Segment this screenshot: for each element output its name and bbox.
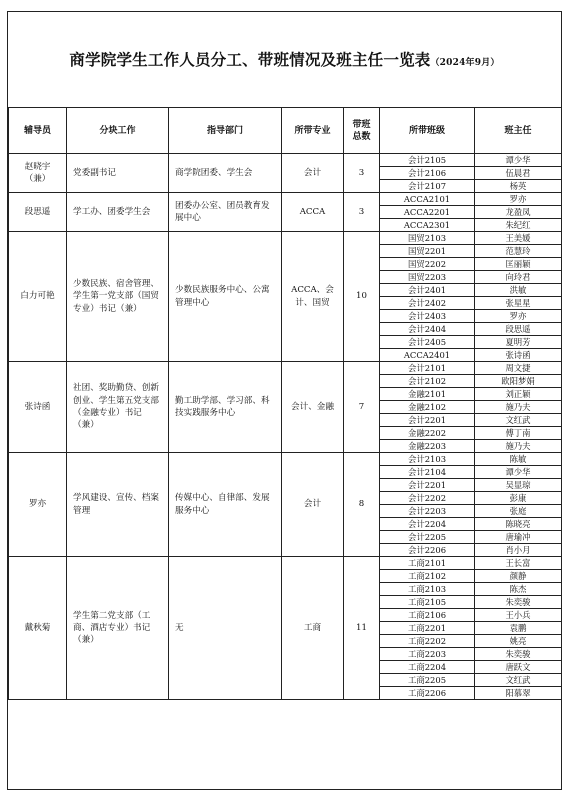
class-cell: 会计2107 xyxy=(380,180,475,193)
class-cell: 工商2203 xyxy=(380,648,475,661)
class-cell: 会计2402 xyxy=(380,297,475,310)
header-work: 分块工作 xyxy=(67,108,169,154)
teacher-cell: 王小兵 xyxy=(475,609,562,622)
class-cell: 会计2403 xyxy=(380,310,475,323)
total-cell: 11 xyxy=(344,557,380,700)
class-cell: 会计2104 xyxy=(380,466,475,479)
total-cell: 10 xyxy=(344,232,380,362)
department-cell: 商学院团委、学生会 xyxy=(169,154,282,193)
title-text: 商学院学生工作人员分工、带班情况及班主任一览表 xyxy=(69,50,431,69)
department-cell: 勤工助学部、学习部、科技实践服务中心 xyxy=(169,362,282,453)
teacher-cell: 杨英 xyxy=(475,180,562,193)
class-cell: 工商2106 xyxy=(380,609,475,622)
teacher-cell: 吴显琼 xyxy=(475,479,562,492)
class-cell: ACCA2301 xyxy=(380,219,475,232)
class-cell: 会计2102 xyxy=(380,375,475,388)
work-cell: 学生第二党支部（工商、酒店专业）书记（兼） xyxy=(67,557,169,700)
total-cell: 8 xyxy=(344,453,380,557)
teacher-cell: 朱奕骏 xyxy=(475,648,562,661)
counselor-cell: 赵晓宇 （兼） xyxy=(9,154,67,193)
teacher-cell: 姚亮 xyxy=(475,635,562,648)
class-cell: 国贸2203 xyxy=(380,271,475,284)
teacher-cell: 欧阳梦娟 xyxy=(475,375,562,388)
header-total: 带班 总数 xyxy=(344,108,380,154)
teacher-cell: 张星星 xyxy=(475,297,562,310)
work-cell: 学风建设、宣传、档案管理 xyxy=(67,453,169,557)
class-cell: 工商2103 xyxy=(380,583,475,596)
teacher-cell: 匡丽颖 xyxy=(475,258,562,271)
teacher-cell: 张诗函 xyxy=(475,349,562,362)
teacher-cell: 罗亦 xyxy=(475,310,562,323)
teacher-cell: 龙盈凤 xyxy=(475,206,562,219)
class-cell: 工商2102 xyxy=(380,570,475,583)
table-row xyxy=(9,362,562,375)
class-cell: 金融2102 xyxy=(380,401,475,414)
class-cell: 工商2201 xyxy=(380,622,475,635)
teacher-cell: 罗亦 xyxy=(475,193,562,206)
teacher-cell: 施乃夫 xyxy=(475,401,562,414)
header-classes: 所带班级 xyxy=(380,108,475,154)
majors-cell: 工商 xyxy=(282,557,344,700)
teacher-cell: 谭少华 xyxy=(475,466,562,479)
teacher-cell: 施乃夫 xyxy=(475,440,562,453)
class-cell: 会计2401 xyxy=(380,284,475,297)
teacher-cell: 文红武 xyxy=(475,414,562,427)
majors-cell: ACCA、会计、国贸 xyxy=(282,232,344,362)
teacher-cell: 张庭 xyxy=(475,505,562,518)
page-title xyxy=(8,48,561,70)
teacher-cell: 文红武 xyxy=(475,674,562,687)
work-cell: 少数民族、宿舍管理、学生第一党支部（国贸专业）书记（兼） xyxy=(67,232,169,362)
majors-cell: 会计 xyxy=(282,154,344,193)
department-cell: 团委办公室、团员教育发展中心 xyxy=(169,193,282,232)
department-cell: 传媒中心、自律部、发展服务中心 xyxy=(169,453,282,557)
table-row xyxy=(9,232,562,245)
teacher-cell: 唐跃文 xyxy=(475,661,562,674)
class-cell: 会计2405 xyxy=(380,336,475,349)
teacher-cell: 段思遥 xyxy=(475,323,562,336)
teacher-cell: 袁鹏 xyxy=(475,622,562,635)
class-cell: ACCA2101 xyxy=(380,193,475,206)
teacher-cell: 朱纪红 xyxy=(475,219,562,232)
table-row xyxy=(9,557,562,570)
teacher-cell: 颜静 xyxy=(475,570,562,583)
teacher-cell: 彭康 xyxy=(475,492,562,505)
majors-cell: ACCA xyxy=(282,193,344,232)
teacher-cell: 陈晓亮 xyxy=(475,518,562,531)
class-cell: 工商2101 xyxy=(380,557,475,570)
majors-cell: 会计、金融 xyxy=(282,362,344,453)
table-row xyxy=(9,154,562,167)
class-cell: 会计2103 xyxy=(380,453,475,466)
majors-cell: 会计 xyxy=(282,453,344,557)
counselor-cell: 张诗函 xyxy=(9,362,67,453)
total-cell: 3 xyxy=(344,154,380,193)
teacher-cell: 肖小月 xyxy=(475,544,562,557)
class-cell: 会计2201 xyxy=(380,479,475,492)
class-cell: ACCA2201 xyxy=(380,206,475,219)
class-cell: 会计2101 xyxy=(380,362,475,375)
header-counselor: 辅导员 xyxy=(9,108,67,154)
teacher-cell: 范慧玲 xyxy=(475,245,562,258)
class-cell: 工商2204 xyxy=(380,661,475,674)
class-cell: 国贸2103 xyxy=(380,232,475,245)
title-date: （2024年9月） xyxy=(430,58,500,68)
total-cell: 7 xyxy=(344,362,380,453)
class-cell: 工商2205 xyxy=(380,674,475,687)
class-cell: 会计2206 xyxy=(380,544,475,557)
teacher-cell: 陈敏 xyxy=(475,453,562,466)
header-department: 指导部门 xyxy=(169,108,282,154)
assignment-table xyxy=(8,107,562,700)
work-cell: 社团、奖助勤贷、创新创业、学生第五党支部（金融专业）书记（兼） xyxy=(67,362,169,453)
document-sheet xyxy=(7,11,562,790)
table-row xyxy=(9,453,562,466)
counselor-cell: 白力可艳 xyxy=(9,232,67,362)
class-cell: ACCA2401 xyxy=(380,349,475,362)
class-cell: 会计2106 xyxy=(380,167,475,180)
class-cell: 会计2203 xyxy=(380,505,475,518)
teacher-cell: 王美媛 xyxy=(475,232,562,245)
class-cell: 国贸2201 xyxy=(380,245,475,258)
teacher-cell: 夏明芳 xyxy=(475,336,562,349)
teacher-cell: 傅丁南 xyxy=(475,427,562,440)
class-cell: 国贸2202 xyxy=(380,258,475,271)
class-cell: 金融2202 xyxy=(380,427,475,440)
teacher-cell: 朱奕骏 xyxy=(475,596,562,609)
class-cell: 工商2105 xyxy=(380,596,475,609)
counselor-cell: 段思遥 xyxy=(9,193,67,232)
teacher-cell: 谭少华 xyxy=(475,154,562,167)
teacher-cell: 王长富 xyxy=(475,557,562,570)
teacher-cell: 向玲君 xyxy=(475,271,562,284)
teacher-cell: 陈杰 xyxy=(475,583,562,596)
work-cell: 党委副书记 xyxy=(67,154,169,193)
counselor-cell: 罗亦 xyxy=(9,453,67,557)
class-cell: 会计2205 xyxy=(380,531,475,544)
work-cell: 学工办、团委学生会 xyxy=(67,193,169,232)
table-body xyxy=(9,154,562,700)
class-cell: 会计2201 xyxy=(380,414,475,427)
class-cell: 工商2202 xyxy=(380,635,475,648)
department-cell: 无 xyxy=(169,557,282,700)
table-row xyxy=(9,193,562,206)
teacher-cell: 周文捷 xyxy=(475,362,562,375)
header-row xyxy=(9,108,562,154)
header-teacher: 班主任 xyxy=(475,108,562,154)
class-cell: 金融2101 xyxy=(380,388,475,401)
total-cell: 3 xyxy=(344,193,380,232)
class-cell: 会计2202 xyxy=(380,492,475,505)
teacher-cell: 唐瑜冲 xyxy=(475,531,562,544)
class-cell: 会计2404 xyxy=(380,323,475,336)
teacher-cell: 洪敏 xyxy=(475,284,562,297)
class-cell: 金融2203 xyxy=(380,440,475,453)
teacher-cell: 伍晨君 xyxy=(475,167,562,180)
department-cell: 少数民族服务中心、公寓管理中心 xyxy=(169,232,282,362)
teacher-cell: 阳慕翠 xyxy=(475,687,562,700)
class-cell: 会计2105 xyxy=(380,154,475,167)
counselor-cell: 戴秋菊 xyxy=(9,557,67,700)
teacher-cell: 刘正颖 xyxy=(475,388,562,401)
header-majors: 所带专业 xyxy=(282,108,344,154)
class-cell: 工商2206 xyxy=(380,687,475,700)
class-cell: 会计2204 xyxy=(380,518,475,531)
